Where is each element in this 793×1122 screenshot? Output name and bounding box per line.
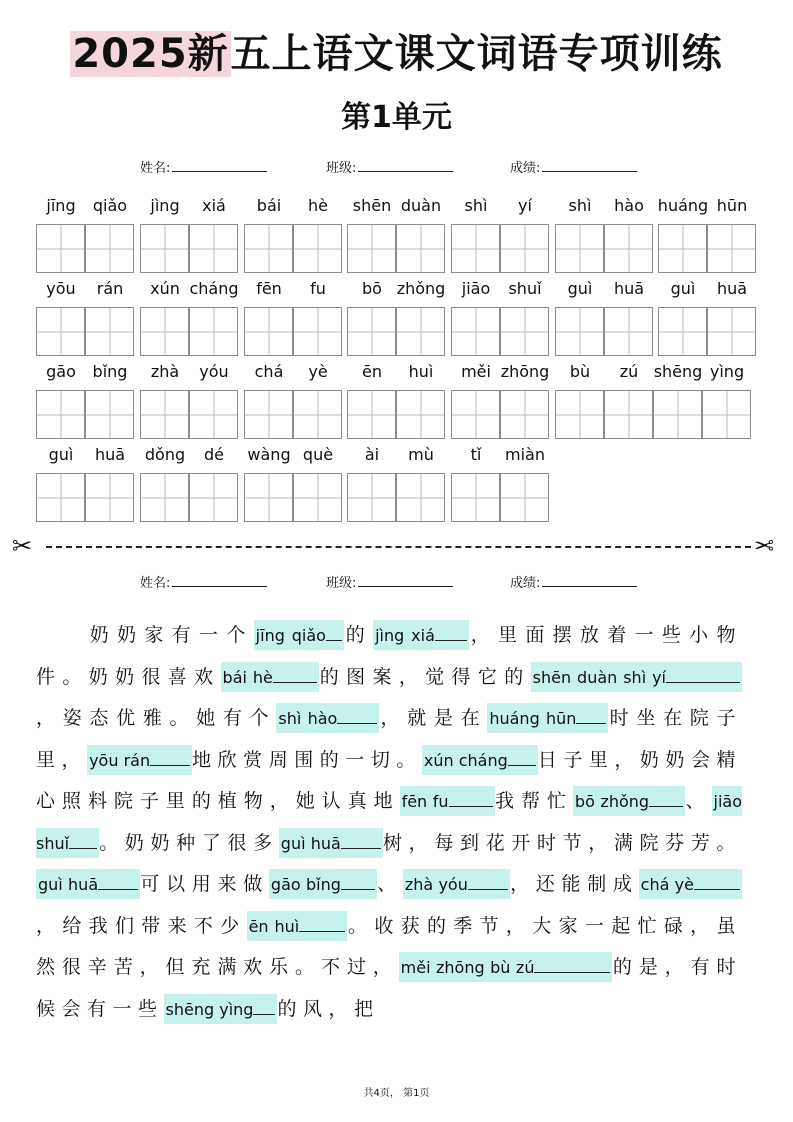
pinyin-label: mù [408, 445, 434, 464]
pinyin-label: bǐng [92, 362, 128, 381]
pinyin-label: huā [613, 279, 645, 298]
blank-pinyin: shì hào [278, 709, 338, 728]
pinyin-label: bō [362, 279, 382, 298]
writing-cell[interactable] [85, 224, 134, 273]
pinyin-label: huā [94, 445, 126, 464]
pinyin-label: shēng [653, 362, 703, 381]
blank-pinyin: jīng qiǎo [255, 626, 326, 645]
writing-cell[interactable] [140, 224, 189, 273]
writing-cell[interactable] [500, 307, 549, 356]
fill-in-passage [36, 615, 742, 1030]
pinyin-blank[interactable] [399, 952, 613, 982]
blank-pinyin: zhà yóu [404, 875, 468, 894]
pinyin-label: qiǎo [92, 196, 128, 215]
writing-cell[interactable] [555, 307, 604, 356]
passage-text: 奶奶家有一个 [88, 624, 254, 646]
passage-text: 的是，有时候会有一些 [36, 956, 742, 1020]
unit-subtitle: 第1单元 [341, 100, 452, 135]
blank-pinyin: shēng yìng [165, 999, 254, 1019]
answer-line[interactable] [534, 958, 610, 973]
writing-cell[interactable] [451, 473, 500, 522]
writing-cell[interactable] [707, 224, 756, 273]
pinyin-blank[interactable] [403, 869, 510, 899]
blank-pinyin: xún cháng [423, 750, 508, 770]
writing-cell[interactable] [707, 307, 756, 356]
pinyin-label: yè [308, 362, 328, 381]
page-footer: 共4页， 第1页 [363, 1088, 430, 1099]
writing-cell[interactable] [555, 390, 604, 439]
blank-pinyin: guì huā [38, 875, 99, 894]
pinyin-label: duàn [400, 196, 442, 215]
title-year: 2025新 [72, 31, 229, 77]
blank-pinyin: jiāo shuǐ [36, 792, 742, 853]
blank-pinyin: ēn huì [248, 916, 300, 936]
writing-cell[interactable] [347, 473, 396, 522]
pinyin-label: zú [619, 362, 639, 381]
writing-cell[interactable] [658, 224, 707, 273]
passage-text: 的 [343, 624, 374, 646]
writing-cell[interactable] [85, 473, 134, 522]
blank-pinyin: gāo bǐng [270, 875, 341, 894]
writing-cell[interactable] [604, 390, 653, 439]
blank-pinyin: měi zhōng bù zú [400, 958, 535, 977]
pinyin-label: hào [614, 196, 644, 215]
pinyin-blank[interactable] [573, 786, 685, 816]
passage-text: ，给我们带来不少 [36, 914, 247, 937]
pinyin-label: xiá [202, 196, 226, 215]
writing-cell[interactable] [36, 307, 85, 356]
writing-cell[interactable] [293, 224, 342, 273]
answer-line[interactable] [150, 751, 190, 766]
writing-cell[interactable] [244, 390, 293, 439]
answer-line[interactable] [649, 792, 683, 807]
pinyin-label: què [302, 445, 334, 464]
pinyin-label: guì [48, 445, 74, 464]
pinyin-label: shì [464, 196, 488, 215]
pinyin-blank[interactable] [36, 869, 140, 899]
writing-cell[interactable] [451, 390, 500, 439]
answer-line[interactable] [273, 668, 317, 683]
passage-text: 我帮忙 [494, 790, 573, 812]
pinyin-blank[interactable] [269, 869, 377, 899]
passage-text: ，姿态优雅。她有个 [36, 707, 277, 729]
answer-line[interactable] [341, 875, 375, 890]
pinyin-blank[interactable] [164, 994, 278, 1024]
pinyin-blank[interactable] [531, 662, 742, 692]
pinyin-label: rán [96, 279, 124, 298]
pinyin-blank[interactable] [422, 745, 538, 775]
writing-cell[interactable] [293, 473, 342, 522]
writing-cell[interactable] [293, 307, 342, 356]
writing-cell[interactable] [604, 224, 653, 273]
answer-line[interactable] [449, 792, 493, 807]
writing-cell[interactable] [85, 390, 134, 439]
pinyin-label: yí [518, 196, 532, 215]
pinyin-label: miàn [505, 445, 545, 464]
passage-text: 。收获的季节，大家一起忙碌，虽然很辛苦，但充满欢乐。不过， [36, 914, 742, 978]
pinyin-label: jìng [150, 196, 180, 215]
passage-text: ，就是在 [379, 707, 488, 729]
passage-text: 的风，把 [277, 997, 380, 1020]
info-row-bottom [0, 572, 793, 594]
answer-line[interactable] [341, 834, 381, 849]
writing-cell[interactable] [293, 390, 342, 439]
passage-text: 时坐在院子里， [36, 707, 742, 771]
writing-cell[interactable] [189, 390, 238, 439]
pinyin-label: yìng [709, 362, 745, 381]
writing-cell[interactable] [658, 307, 707, 356]
score-label: 成绩: [510, 576, 541, 591]
class-label: 班级: [326, 161, 357, 176]
pinyin-label: yóu [199, 362, 229, 381]
name-field[interactable] [140, 572, 267, 595]
pinyin-blank[interactable] [221, 662, 319, 692]
writing-cell[interactable] [604, 307, 653, 356]
writing-cell[interactable] [555, 224, 604, 273]
writing-cell[interactable] [500, 473, 549, 522]
pinyin-label: zhōng [500, 362, 550, 381]
pinyin-label: huáng [657, 196, 709, 215]
writing-cell[interactable] [451, 224, 500, 273]
score-field[interactable] [510, 572, 637, 595]
pinyin-blank[interactable] [254, 620, 344, 650]
blank-pinyin: guì huā [280, 833, 341, 853]
writing-cell[interactable] [244, 473, 293, 522]
writing-cell[interactable] [244, 307, 293, 356]
answer-line[interactable] [508, 751, 536, 766]
passage-text: ，还能制成 [509, 873, 639, 895]
answer-line[interactable] [468, 875, 508, 890]
class-field[interactable] [326, 572, 453, 595]
blank-pinyin: jìng xiá [375, 626, 435, 645]
info-row-top [0, 157, 793, 179]
pinyin-label: ēn [362, 362, 382, 381]
blank-pinyin: bō zhǒng [574, 792, 650, 811]
pinyin-label: bù [569, 362, 591, 381]
pinyin-label: yōu [46, 279, 76, 298]
pinyin-label: jīng [46, 196, 76, 215]
pinyin-blank[interactable] [87, 745, 192, 775]
answer-line[interactable] [69, 834, 97, 849]
writing-cell[interactable] [396, 390, 445, 439]
writing-cell[interactable] [347, 224, 396, 273]
writing-cell[interactable] [451, 307, 500, 356]
passage-text: ，里面摆放着一些小物件。奶奶很喜欢 [36, 624, 742, 688]
pinyin-blank[interactable] [373, 620, 469, 650]
writing-cell[interactable] [396, 307, 445, 356]
writing-cell[interactable] [36, 390, 85, 439]
writing-cell[interactable] [500, 224, 549, 273]
writing-cell[interactable] [36, 473, 85, 522]
class-field[interactable] [326, 157, 453, 180]
writing-cell[interactable] [189, 224, 238, 273]
writing-cell[interactable] [85, 307, 134, 356]
pinyin-label: zhǒng [396, 279, 446, 298]
name-label: 姓名: [140, 161, 171, 176]
page-title [0, 22, 793, 86]
class-label: 班级: [326, 576, 357, 591]
pinyin-label: bái [256, 196, 282, 215]
pinyin-label: huì [408, 362, 434, 381]
pinyin-label: shì [568, 196, 592, 215]
answer-line[interactable] [666, 668, 740, 683]
passage-text: 树，每到花开时节，满院芬芳。 [382, 831, 742, 854]
pinyin-blank[interactable] [276, 703, 379, 733]
passage-text: 、 [376, 873, 403, 895]
passage-text: 、 [685, 790, 712, 812]
pinyin-label: guì [567, 279, 593, 298]
title-rest: 五上语文课文词语专项训练 [230, 31, 723, 77]
passage-text: 。奶奶种了很多 [99, 831, 279, 854]
pinyin-label: dé [204, 445, 224, 464]
blank-pinyin: chá yè [640, 875, 694, 894]
pinyin-label: ài [364, 445, 380, 464]
writing-cell[interactable] [189, 473, 238, 522]
pinyin-label: zhà [150, 362, 180, 381]
passage-text: 地欣赏周围的一切。 [192, 748, 422, 771]
pinyin-label: jiāo [461, 279, 491, 298]
pinyin-label: shuǐ [508, 279, 542, 298]
writing-cell[interactable] [347, 307, 396, 356]
pinyin-blank[interactable] [487, 703, 608, 733]
score-label: 成绩: [510, 161, 541, 176]
answer-line[interactable] [253, 1000, 275, 1015]
pinyin-blank[interactable] [400, 786, 495, 816]
pinyin-label: fēn [256, 279, 282, 298]
answer-line[interactable] [576, 709, 606, 724]
writing-cell[interactable] [396, 224, 445, 273]
pinyin-label: huā [716, 279, 748, 298]
pinyin-label: dǒng [144, 445, 186, 464]
answer-line[interactable] [299, 917, 345, 932]
pinyin-label: shēn [352, 196, 392, 215]
pinyin-label: wàng [247, 445, 291, 464]
answer-line[interactable] [98, 875, 138, 890]
pinyin-label: gāo [46, 362, 76, 381]
pinyin-label: tǐ [470, 445, 482, 464]
pinyin-label: fu [310, 279, 326, 298]
pinyin-label: xún [150, 279, 180, 298]
pinyin-label: cháng [189, 279, 239, 298]
passage-text: 日子里，奶奶会精心照料院子里的植物，她认真地 [36, 748, 742, 812]
writing-cell[interactable] [347, 390, 396, 439]
scissors-icon: ✂ [12, 532, 33, 560]
name-field[interactable] [140, 157, 267, 180]
blank-pinyin: huáng hūn [489, 709, 577, 728]
writing-cell[interactable] [140, 473, 189, 522]
name-label: 姓名: [140, 576, 171, 591]
cut-line [46, 546, 751, 548]
blank-pinyin: bái hè [222, 667, 273, 687]
writing-cell[interactable] [36, 224, 85, 273]
blank-pinyin: fēn fu [401, 792, 449, 811]
writing-cell[interactable] [189, 307, 238, 356]
passage-text: 可以用来做 [140, 873, 269, 895]
pinyin-label: guì [670, 279, 696, 298]
pinyin-blank[interactable] [247, 911, 348, 941]
passage-text: 的图案，觉得它的 [318, 665, 531, 688]
blank-pinyin: shēn duàn shì yí [532, 667, 666, 687]
writing-cell[interactable] [140, 390, 189, 439]
answer-line[interactable] [326, 626, 342, 641]
blank-pinyin: yōu rán [89, 750, 151, 770]
pinyin-blank[interactable] [279, 828, 383, 858]
scissors-icon: ✂ [754, 532, 775, 560]
writing-cell[interactable] [702, 390, 751, 439]
writing-cell[interactable] [396, 473, 445, 522]
answer-line[interactable] [337, 709, 377, 724]
pinyin-label: chá [254, 362, 284, 381]
pinyin-label: měi [461, 362, 491, 381]
writing-cell[interactable] [500, 390, 549, 439]
answer-line[interactable] [694, 875, 740, 890]
pinyin-label: hūn [716, 196, 748, 215]
writing-cell[interactable] [244, 224, 293, 273]
writing-cell[interactable] [140, 307, 189, 356]
writing-cell[interactable] [653, 390, 702, 439]
pinyin-blank[interactable] [639, 869, 742, 899]
pinyin-label: hè [308, 196, 328, 215]
score-field[interactable] [510, 157, 637, 180]
answer-line[interactable] [435, 626, 467, 641]
